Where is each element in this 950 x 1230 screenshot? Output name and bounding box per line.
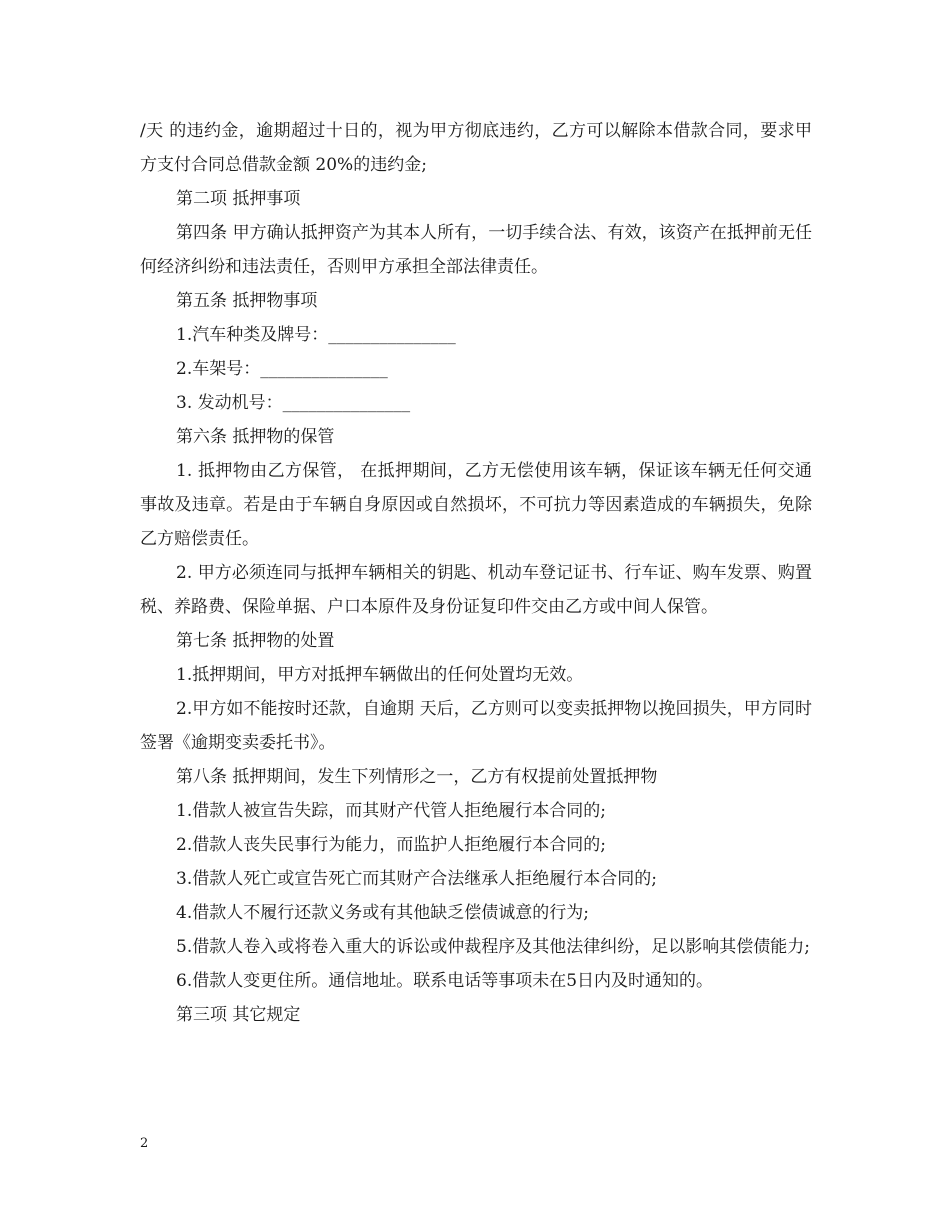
section-heading-other-provisions: 第三项 其它规定 — [176, 1005, 301, 1025]
article-7-heading: 第七条 抵押物的处置 — [176, 631, 335, 651]
article-8-item-5: 5.借款人卷入或将卷入重大的诉讼或仲裁程序及其他法律纠纷，足以影响其偿债能力; — [176, 937, 810, 957]
article-8-item-4: 4.借款人不履行还款义务或有其他缺乏偿债诚意的行为; — [176, 903, 589, 923]
engine-number-line: 3. 发动机号：_______________ — [176, 393, 411, 413]
article-8-item-6: 6.借款人变更住所。通信地址。联系电话等事项未在5日内及时通知的。 — [176, 971, 714, 991]
page-number: 2 — [140, 1136, 149, 1151]
article-4-paragraph: 第四条 甲方确认抵押资产为其本人所有，一切手续合法、有效，该资产在抵押前无任何经济纠纷和违法责任，否则甲方承担全部法律责任。 — [140, 223, 812, 277]
article-8-heading: 第八条 抵押期间，发生下列情形之一，乙方有权提前处置抵押物 — [176, 767, 658, 787]
article-5-heading: 第五条 抵押物事项 — [176, 291, 318, 311]
article-6-item-1: 1. 抵押物由乙方保管， 在抵押期间，乙方无偿使用该车辆，保证该车辆无任何交通事故及违章。若是由于车辆自身原因或自然损坏，不可抗力等因素造成的车辆损失，免除乙方赔偿责任。 — [140, 461, 812, 549]
section-heading-mortgage-matters: 第二项 抵押事项 — [176, 189, 301, 209]
document-body — [140, 114, 812, 1032]
vehicle-type-line: 1.汽车种类及牌号：_______________ — [176, 325, 456, 345]
paragraph-continuation-penalty: /天 的违约金，逾期超过十日的，视为甲方彻底违约，乙方可以解除本借款合同，要求甲方支付合同总借款金额 20%的违约金; — [140, 121, 812, 175]
article-6-item-2: 2. 甲方必须连同与抵押车辆相关的钥匙、机动车登记证书、行车证、购车发票、购置税、养路费、保险单据、户口本原件及身份证复印件交由乙方或中间人保管。 — [140, 563, 812, 617]
article-7-item-1: 1.抵押期间，甲方对抵押车辆做出的任何处置均无效。 — [176, 665, 584, 685]
article-8-item-1: 1.借款人被宣告失踪，而其财产代管人拒绝履行本合同的; — [176, 801, 606, 821]
article-8-item-3: 3.借款人死亡或宣告死亡而其财产合法继承人拒绝履行本合同的; — [176, 869, 657, 889]
article-7-item-2: 2.甲方如不能按时还款，自逾期 天后，乙方则可以变卖抵押物以挽回损失，甲方同时签署《逾期变卖委托书》。 — [140, 699, 812, 753]
article-6-heading: 第六条 抵押物的保管 — [176, 427, 335, 447]
frame-number-line: 2.车架号：_______________ — [176, 359, 388, 379]
article-8-item-2: 2.借款人丧失民事行为能力，而监护人拒绝履行本合同的; — [176, 835, 606, 855]
